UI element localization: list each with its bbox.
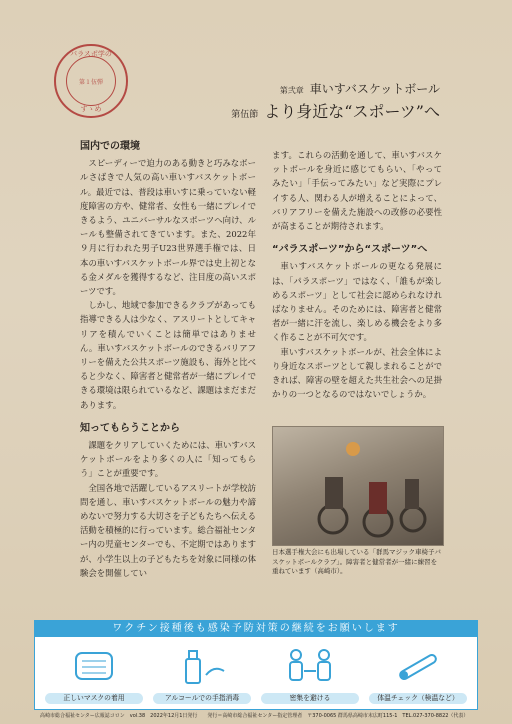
chapter-heading <box>280 80 440 97</box>
paragraph: ます。これらの活動を通して、車いすバスケットボールを身近に感じてもらい、「やってみたい」「手伝ってみたい」など実際にプレイする人、関わる人が増えることによって、バリアフリーを備えた施設への改修の必要性が高まることが期待されます。 <box>272 150 442 232</box>
footer-info: 高崎市総合福祉センター広報誌コロン vol.38 2022年12月1日発行 発行＝高崎市総合福祉センター指定管理者 〒370-0065 群馬県高崎市末広町115-1 TEL.027-370-8822（代表） <box>40 713 469 719</box>
sanitizer-icon <box>172 641 232 691</box>
banner-item-sanitizer <box>153 641 251 704</box>
thermometer-icon <box>388 641 448 691</box>
paragraph: 全国各地で活躍しているアスリートが学校訪問を通し、車いすバスケットボールの魅力や諦めないで努力する大切さを子どもたちへ伝える活動を積極的に行っています。総合福祉センター内の児童センターでも、不定期ではありますが、小学生以上の子どもたちを対象に同様の体験会を開催してい <box>80 482 256 578</box>
paragraph: 車いすバスケットボールの更なる発展には、「パラスポーツ」ではなく、「誰もが楽しめるスポーツ」として社会に認められなければなりません。そのためには、障害者と健常者が一緒に汗を流し、楽しめる機会をより多く作ることが不可欠です。 <box>272 261 442 343</box>
chapter-title: 車いすバスケットボール <box>309 82 440 96</box>
stamp-middle-text: 第１伍弾 <box>78 79 103 86</box>
postmark-stamp <box>54 44 128 118</box>
stamp-top-text: パラスポ学の <box>70 50 112 58</box>
banner-title: ワクチン接種後も感染予防対策の継続をお願いします <box>35 621 477 637</box>
section-title: より身近な“スポーツ”へ <box>264 102 440 121</box>
stamp-bottom-text: すゝめ <box>80 105 102 113</box>
banner-item-temperature <box>369 641 467 704</box>
subheading-domestic: 国内での環境 <box>80 141 140 152</box>
chapter-label: 第弐章 <box>279 86 304 95</box>
paragraph: 車いすバスケットボールが、社会全体により身近なスポーツとして親しまれることができれば、障害の壁を超えた共生社会への足掛かりの一つとなるのではないでしょうか。 <box>272 346 442 400</box>
banner-item-label: 体温チェック（検温など） <box>369 693 467 704</box>
section-label: 第伍節 <box>231 110 259 120</box>
paragraph: しかし、地域で参加できるクラブがあっても指導できる人は少なく、アスリートとしてキャリアを積んでいくことは簡単ではありません。車いすバスケットボールのできるバリアフリーを備えた公共スポーツ施設も、海外と比べると少なく、障害者と健常者が一緒にプレイできる環境は限られているなど、課題はまだまだあります。 <box>80 300 256 410</box>
right-column <box>272 148 442 401</box>
paragraph: スピーディーで迫力のある動きと巧みなボールさばきで人気の高い車いすバスケットボール。最近では、普段は車いすに乗っていない軽度障害の方や、健常者、女性も一緒にプレイできるよう、ユニバーサルなスポーツへ向け、ルールも整備されてきています。また、2022年９月に行われた男子U23世界選手権では、日本の車いすバスケットボール界では史上初となる金メダルを獲得するなど、注目度の高いスポーツです。 <box>80 158 256 297</box>
banner-item-mask <box>45 641 143 704</box>
banner-item-label: 密集を避ける <box>261 693 359 704</box>
left-column <box>80 140 256 580</box>
paragraph: 課題をクリアしていくためには、車いすバスケットボールをより多くの人に「知ってもらう」ことが重要です。 <box>80 440 256 479</box>
wheelchair-basketball-photo <box>272 426 444 546</box>
mask-icon <box>64 641 124 691</box>
banner-item-label: 正しいマスクの着用 <box>45 693 143 704</box>
banner-item-distance <box>261 641 359 704</box>
infection-prevention-banner <box>34 620 478 710</box>
banner-item-label: アルコールでの手指消毒 <box>153 693 251 704</box>
section-heading <box>231 99 440 122</box>
subheading-para-to-sports: “パラスポーツ”から“スポーツ”へ <box>272 244 428 256</box>
photo-caption: 日本選手権大会にも出場している「群馬マジック車椅子バスケットボールクラブ」。障害者と健常者が一緒に練習を重ねています（高崎市）。 <box>272 548 441 575</box>
social-distance-icon <box>280 641 340 691</box>
photo-illustration <box>273 427 443 545</box>
subheading-awareness: 知ってもらうことから <box>80 422 180 434</box>
